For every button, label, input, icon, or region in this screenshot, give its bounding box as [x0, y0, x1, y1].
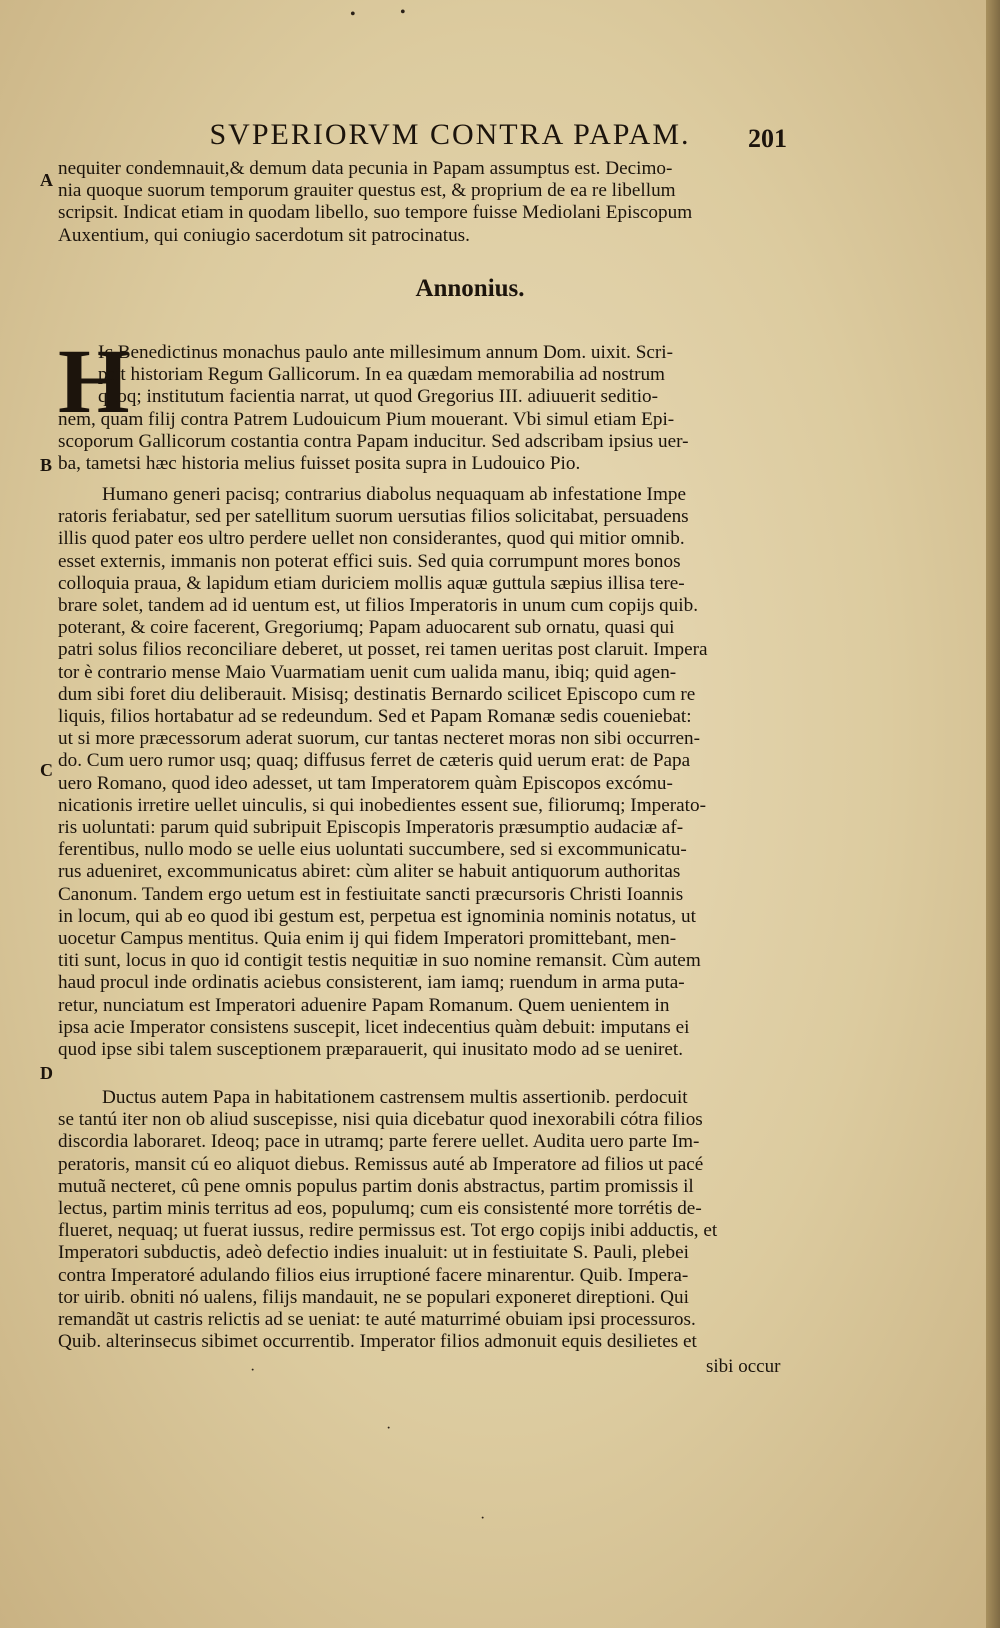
text-line: nem, quam filij contra Patrem Ludouicum Pium mouerant. Vbi simul etiam Epi-: [58, 409, 675, 430]
text-line: ba, tametsi hæc historia melius fuisset posita supra in Ludouico Pio.: [58, 453, 581, 475]
text-line: Humano generi pacisq; contrarius diabolus nequaquam ab infestatione Impe: [102, 484, 686, 505]
page-edge: [986, 0, 1000, 1628]
page-number: 201: [748, 124, 787, 153]
text-line: uero Romano, quod ideo adesset, ut tam Imperatorem quàm Episcopos excómu-: [58, 772, 673, 794]
text-line: patri solus filios reconciliare deberet, ut posset, rei tamen ueritas post claruit. Impera: [58, 639, 708, 661]
text-line: poterant, & coire facerent, Gregoriumq; Papam aduocarent sub ornatu, quasi qui: [58, 617, 675, 639]
text-line: quoq; institutum facientia narrat, ut quod Gregorius III. adiuuerit seditio-: [98, 386, 659, 408]
text-line: retur, nunciatum est Imperatori aduenire Papam Romanum. Quem uenientem in: [58, 994, 670, 1016]
text-line: scripsit. Indicat etiam in quodam libello, suo tempore fuisse Mediolani Episcopum: [58, 202, 693, 224]
top-paragraph: [58, 158, 788, 247]
text-line: tor è contrario mense Maio Vuarmatiam uenit cum ualida manu, ibiq; quid agen-: [58, 661, 677, 683]
text-line: Ductus autem Papa in habitationem castrensem multis assertionib. perdocuit: [102, 1087, 688, 1108]
text-line: ut si more præcessorum aderat suorum, cur tantas necteret moras non sibi occurren-: [58, 728, 701, 750]
ink-smudge: ·: [480, 1510, 486, 1527]
text-line: Canonum. Tandem ergo uetum est in festiuitate sancti præcursoris Christi Ioannis: [58, 883, 684, 905]
text-line: Quib. alterinsecus sibimet occurrentib. Imperator filios admonuit equis desilietes et: [58, 1331, 697, 1353]
catchword: sibi occur: [706, 1356, 781, 1377]
margin-marker-a: A: [40, 170, 53, 190]
text-line: do. Cum uero rumor usq; quaq; diffusus ferret de cæteris quid uerum erat: de Papa: [58, 750, 691, 772]
text-line: scoporum Gallicorum costantia contra Papam inducitur. Sed adscribam ipsius uer-: [58, 431, 689, 453]
text-line: nicationis irretire uellet uinculis, si qui inobedientes essent sue, filiorumq; Imperato-: [58, 794, 706, 816]
text-line: haud procul inde ordinatis aciebus consisterent, iam iamq; ruendum in arma puta-: [58, 972, 685, 994]
margin-marker-b: B: [40, 455, 53, 475]
margin-marker-c: C: [40, 760, 53, 780]
text-line: nia quoque suorum temporum grauiter questus est, & proprium de ea re libellum: [58, 180, 676, 202]
text-line: se tantú iter non ob aliud suscepisse, nisi quia dicebatur quod inexorabili cótra filios: [58, 1109, 703, 1131]
text-line: flueret, nequaq; ut fuerat iussus, redire permissus est. Tot ergo copijs inibi adductis, et: [58, 1220, 718, 1242]
text-line: peratoris, mansit cú eo aliquot diebus. Remissus auté ab Imperatore ad filios ut pacé: [58, 1153, 704, 1175]
text-line: contra Imperatoré adulando filios eius irruptioné facere minarentur. Quib. Impera-: [58, 1264, 689, 1286]
ink-smudge: ·: [250, 1362, 256, 1379]
section-title: Annonius.: [415, 275, 525, 302]
text-line: dum sibi foret diu deliberauit. Misisq; destinatis Bernardo scilicet Episcopo cum re: [58, 683, 696, 705]
text-line: psit historiam Regum Gallicorum. In ea quædam memorabilia ad nostrum: [98, 364, 665, 386]
text-line: mutuã necteret, cû pene omnis populus partim donis abstractus, partim promissis il: [58, 1175, 694, 1197]
text-line: illis quod pater eos ultro perdere uellet non considerantes, quod qui mitior omnib.: [58, 528, 685, 550]
text-line: nequiter condemnauit,& demum data pecunia in Papam assumptus est. Decimo-: [58, 158, 673, 179]
text-line: Imperatori subductis, adeò defectio indies inualuit: ut in festiuitate S. Pauli, plebei: [58, 1242, 689, 1264]
margin-marker-d: D: [40, 1063, 53, 1083]
text-line: liquis, filios hortabatur ad se redeundum. Sed et Papam Romanæ sedis coueniebat:: [58, 706, 692, 728]
ink-smudge: ·: [386, 1420, 392, 1437]
text-line: esset externis, immanis non poterat effici suis. Sed quia corrumpunt mores bonos: [58, 550, 681, 572]
second-paragraph: [58, 1087, 788, 1353]
running-head: SVPERIORVM CONTRA PAPAM.: [209, 118, 691, 151]
text-line: Auxentium, qui coniugio sacerdotum sit patrocinatus.: [58, 224, 470, 246]
text-line: discordia laboraret. Ideoq; pace in utramq; parte ferere uellet. Audita uero parte Im-: [58, 1131, 700, 1153]
text-line: quod ipse sibi talem susceptionem præparauerit, qui inusitato modo ad se ueniret.: [58, 1039, 684, 1061]
intro-paragraph-rest: [58, 409, 788, 476]
text-line: colloquia praua, & lapidum etiam duriciem mollis aquæ guttula sæpius illisa tere-: [58, 572, 685, 594]
text-line: in locum, qui ab eo quod ibi gestum est, perpetua est ignominia nominis notatus, ut: [58, 905, 696, 927]
text-line: ratoris feriabatur, sed per satellitum suorum uersutias filios solicitabat, persuadens: [58, 506, 689, 528]
text-line: ris uoluntati: parum quid subripuit Episcopis Imperatoris præsumptio audaciæ af-: [58, 817, 684, 839]
ink-smudge: •: [350, 6, 356, 23]
text-line: lectus, partim minis territus ad eos, populumq; cum eis consistenté more torrétis de-: [58, 1198, 702, 1220]
text-line: titi sunt, locus in quo id contigit testis nequitiæ in suo nomine remansit. Cùm autem: [58, 950, 701, 972]
main-paragraph: [58, 484, 788, 1061]
text-line: uocetur Campus mentitus. Quia enim ij qui fidem Imperatori promittebant, men-: [58, 928, 677, 950]
text-line: tor uirib. obniti nó ualens, filijs mandauit, ne se populari exponeret direptioni. Qui: [58, 1286, 689, 1308]
intro-paragraph-head: [98, 342, 788, 409]
text-line: brare solet, tandem ad id uentum est, ut filios Imperatoris in unum cum copijs quib.: [58, 595, 698, 617]
text-line: ferentibus, nullo modo se uelle eius uoluntati succumbere, sed si excommunicatu-: [58, 839, 687, 861]
text-line: remandãt ut castris relictis ad se ueniat: te auté maturrimé obuiam ipsi processuros.: [58, 1309, 696, 1331]
text-line: ipsa acie Imperator consistens suscepit, licet indecentius quàm debuit: imputans ei: [58, 1016, 690, 1038]
text-line: Ic Benedictinus monachus paulo ante millesimum annum Dom. uixit. Scri-: [98, 342, 673, 363]
ink-smudge: •: [400, 4, 406, 21]
drop-cap: H: [58, 330, 130, 432]
text-line: rus adueniret, excommunicatus abiret: cùm aliter se habuit antiquorum authoritas: [58, 861, 681, 883]
